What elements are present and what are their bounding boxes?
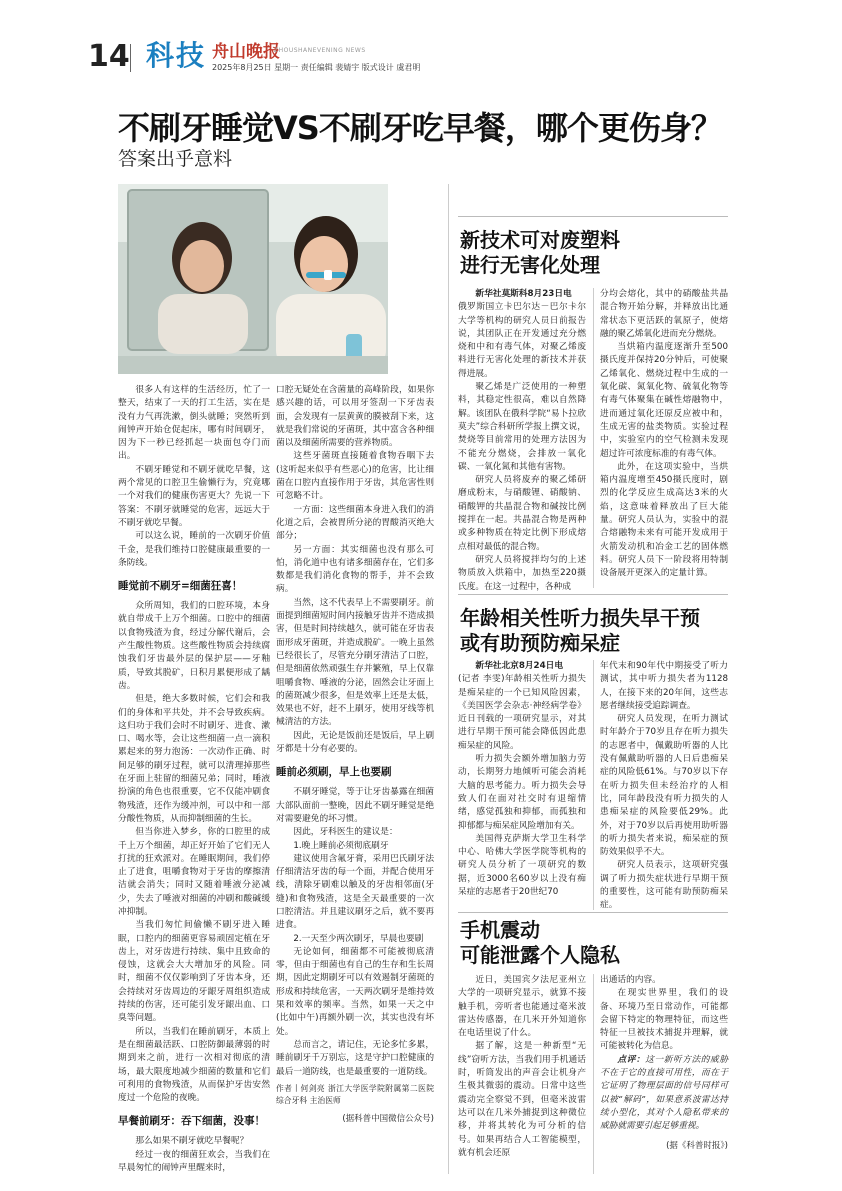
plastic-column-1 (458, 288, 586, 594)
source-note: (据《科普时报》) (666, 1140, 728, 1151)
paragraph: 因此，无论是饭前还是饭后，早上刷牙都是十分有必要的。 (276, 730, 434, 755)
issue-meta: 2025年8月25日 星期一 责任编辑 裴婧宇 版式设计 虞君明 (212, 63, 421, 72)
source-note: (据科普中国微信公众号) (342, 1113, 434, 1124)
paragraph: 口腔无疑处在含菌量的高峰阶段，如果你感兴趣的话，可以用牙签刮一下牙齿表面，会发现有一层黄黄的膜被刮下来，这就是我们常说的牙菌斑，其中富含各种细菌以及细菌所需要的营养物质。 (276, 385, 434, 449)
paragraph: 因此，牙科医生的建议是： (293, 827, 398, 838)
lead-photo (118, 184, 388, 374)
paragraph: 众所周知，我们的口腔环境，本身就自带成千上万个细菌。口腔中的细菌以食物残渣为食，经过分解代谢后，会产生酸性物质。这些酸性物质会持续腐蚀我们牙齿最外层的保护层——牙釉质，导致其脱矿，日积月累便形成了龋齿。 (118, 601, 270, 691)
hearing-title-line1: 年龄相关性听力损失早干预 (460, 606, 700, 630)
column-rule (593, 288, 594, 588)
paragraph: 年代末和90年代中期接受了听力测试，其中听力损失者为1128人，在接下来的20年间，这些志愿者继续接受追踪调查。 (600, 661, 728, 711)
phone-title-line1: 手机震动 (460, 918, 540, 942)
phone-column-1 (458, 974, 586, 1160)
paragraph: 一方面：这些细菌本身进入我们的消化道之后，会被胃所分泌的胃酸消灭绝大部分； (276, 504, 434, 542)
page-number: 14 (88, 39, 130, 74)
paragraph: 当烘箱内温度逐渐升至500摄氏度并保持20分钟后，可使聚乙烯氧化、燃烧过程中生成的一氧化碳、氮氧化物、硫氧化物等有毒气体聚集在碱性熔融物中，进而通过氧化还原反应被中和，生成无害的盐类物质。实验过程中，实验室内的空气检测未发现超过许可浓度标准的有毒气体。 (600, 342, 728, 459)
comment-label: 点评： (617, 1054, 646, 1065)
paragraph: 经过一夜的细菌狂欢会，当我们在早晨匆忙的闹钟声里醒来时， (118, 1149, 270, 1174)
section-rule (458, 912, 728, 913)
newspaper-logo: 舟山晚报 (212, 42, 280, 62)
paragraph: 此外，在这项实验中，当烘箱内温度增至450摄氏度时，剧烈的化学反应生成高达3米的火焰，这意味着释放出了巨大能量。研究人员认为，实验中的混合熔融物未来有可能开发成用于火箭发动机和冶金工艺的固体燃料。研究人员下一阶段将用特制设备展开更深入的定量计算。 (600, 461, 728, 579)
paragraph: 2.一天至少两次刷牙，早晨也要刷 (293, 933, 424, 944)
subheading-breakfast: 早餐前刷牙：吞下细菌，没事！ (118, 1115, 265, 1128)
plastic-column-2 (600, 288, 728, 581)
paragraph: 建议使用含氟牙膏，采用巴氏刷牙法仔细清洁牙齿的每一个面，并配合使用牙线，清除牙刷难以触及的牙齿相邻面(牙缝)和食物残渣，这是全天最重要的一次口腔清洁。并且建议刷牙之后，就不要再进食。 (276, 853, 434, 931)
lead-column-1 (118, 384, 270, 1175)
paragraph: 但当你进入梦乡，你的口腔里的成千上万个细菌，却正好开始了它们无人打扰的狂欢派对。在睡眠期间，我们停止了进食，咀嚼食物对于牙齿的摩擦清洁就会消失；同时又随着唾液分泌减少，失去了唾液对细菌的冲刷和酸碱缓冲抑制。 (118, 827, 270, 917)
paragraph: 研究人员将搅拌均匀的上述物质放入烘箱中，加热至220摄氏度。在这一过程中，各种成 (458, 554, 586, 592)
section-rule (458, 594, 728, 595)
toothbrushing-illustration (118, 184, 388, 374)
paragraph: 研究人员发现，在听力测试时年龄介于70岁且存在听力损失的志愿者中，佩戴助听器的人比没有佩戴助听器的人日后患痴呆症的风险低61%。与70岁以下存在听力损失但未经治疗的人相比，同年龄段没有听力损失的人患痴呆症的风险要低29%。此外，对于70岁以后再使用助听器的听力损失者来说，痴呆症的预防效果似乎不大。 (600, 714, 728, 858)
phone-title (460, 918, 620, 968)
section-title: 科技 (146, 39, 207, 72)
author-byline: 作者丨何剑亮 浙江大学医学院附属第二医院 综合牙科 主治医师 (276, 1083, 434, 1105)
paragraph: 当然，这不代表早上不需要刷牙。前面提到细菌短时间内接触牙齿并不造成损害，但是时间持续越久，就可能在牙齿表面形成牙菌斑，并造成脱矿。一晚上虽然已经很长了，尽管充分刷牙清洁了口腔，但是细菌依然顽强生存并繁殖，早上仅靠咀嚼食物、唾液的分泌，固然会让牙面上的菌斑减少很多，但是效率上还是太低，效果也不好，赶不上刷牙，使用牙线等机械清洁的方法。 (276, 597, 434, 728)
hearing-column-2 (600, 660, 728, 913)
lead-subheadline: 答案出乎意料 (118, 148, 233, 170)
paragraph: 当我们匆忙间偷懒不刷牙进入睡眠，口腔内的细菌更容易顽固定植在牙齿上，对牙齿进行持续、集中且致命的侵蚀，这就会大大增加牙的风险。同时，细菌不仅仅影响到了牙齿本身，还会持续对牙齿周边的牙龈牙周组织造成持续的伤害，还可能引发牙龈出血、口臭等问题。 (118, 920, 270, 1024)
paragraph: 分均会熔化，其中的硝酸盐共晶混合物开始分解，并释放出比通常状态下更活跃的氧原子，使熔融的聚乙烯氧化进而充分燃烧。 (600, 289, 728, 339)
masthead-divider (130, 44, 131, 72)
dateline: 新华社莫斯科8月23日电 (475, 289, 572, 299)
paragraph: 但是，绝大多数时候，它们会和我们的身体和平共处，并不会导致疾病。这归功于我们会时不时刷牙、进食、漱口、喝水等，会让这些细菌一点一滴积累起来的努力泡汤：一次动作正确、时间足够的刷牙过程，就可以清理掉那些在牙面上驻留的细菌兄弟；同时，唾液扮演的角色也很重要，它不仅能冲刷食物残渣，还作为缓冲剂，可以中和一部分酸性物质，从而抑制细菌的生长。 (118, 694, 270, 824)
paragraph: 无论如何，细菌都不可能被彻底清零，但由于细菌也有自己的生存和生长周期，因此定期刷牙可以有效遏制牙菌斑的形成和持续危害，一天两次刷牙是维持效果和效率的频率。当然，如果一天之中(比如中午)再额外刷一次，其实也没有坏处。 (276, 946, 434, 1037)
plastic-title (460, 228, 620, 278)
hearing-title (460, 606, 700, 656)
paragraph: 据了解，这是一种新型“无线”窃听方法，当我们用手机通话时，听筒发出的声音会让机身产生极其微弱的震动。日常中这些震动完全察觉不到，但毫米波雷达可以在几米外捕捉到这种微位移，并将其转化为可分析的信号。如果再结合人工智能模型，就有机会还原 (458, 1041, 586, 1158)
lead-column-2 (276, 384, 434, 1126)
paragraph: 在现实世界里，我们的设备、环境乃至日常动作，可能都会留下特定的物理特征，而这些特征一旦被技术捕捉并理解，就可能被转化为信息。 (600, 988, 728, 1052)
section-rule (458, 216, 728, 217)
paragraph: 聚乙烯是广泛使用的一种塑料，其稳定性很高，难以自然降解。该团队在俄科学院“易卜拉欣莫夫”综合科研所学报上撰文说，焚烧等目前常用的处理方法因为不能充分燃烧，会排放一氧化碳、一氧化氮和其他有害物。 (458, 382, 586, 472)
hearing-title-line2: 或有助预防痴呆症 (460, 631, 620, 655)
column-rule (448, 184, 449, 1174)
paragraph: 俄罗斯国立卡巴尔达－巴尔卡尔大学等机构的研究人员日前报告说，其团队正在开发通过充分燃烧和中和有毒气体，对聚乙烯废料进行无害化处理的新技术并获得进展。 (458, 302, 586, 379)
paragraph: 可以这么说，睡前的一次刷牙价值千金，是我们维持口腔健康最重要的一条防线。 (118, 531, 270, 568)
paragraph: 研究人员将废弃的聚乙烯研磨成粉末，与硝酸锂、硝酸钠、硝酸钾的共晶混合物和碱按比例搅拌在一起。共晶混合物是两种或多种物质在特定比例下形成熔点相对最低的混合物。 (458, 475, 586, 552)
dateline: 新华社北京8月24日电 (475, 661, 564, 671)
paragraph: 听力损失会额外增加脑力劳动，长期努力地倾听可能会消耗大脑的思考能力。听力损失会导致人们在面对社交时有退缩情绪，感觉孤独和抑郁，而孤独和抑郁都与痴呆症风险增加有关。 (458, 754, 586, 831)
comment-text: 这一新听方法的威胁不在于它的直接可用性，而在于它证明了物理层面的信号同样可以被“解码”，如果意系波雷达持续小型化，其对个人隐私带来的威胁就需要引起足够重视。 (600, 1054, 728, 1132)
column-rule (593, 974, 594, 1174)
lead-headline: 不刷牙睡觉VS不刷牙吃早餐，哪个更伤身？ (118, 109, 722, 147)
newspaper-logo-en: ZHOUSHANEVENING NEWS (274, 47, 366, 54)
paragraph: 1.晚上睡前必须彻底刷牙 (293, 840, 389, 851)
paragraph: (记者 李雯)年龄相关性听力损失是痴呆症的一个已知风险因素，《美国医学会杂志·神经病学卷》近日刊载的一项研究显示，对其进行早期干预可能会降低因此患痴呆症的风险。 (458, 674, 586, 751)
paragraph: 不刷牙睡觉，等于让牙齿暴露在细菌大部队面前一整晚，因此不刷牙睡觉是绝对需要避免的坏习惯。 (276, 787, 434, 824)
subheading-bedtime: 睡前必须刷，早上也要刷 (276, 766, 392, 779)
plastic-title-line2: 进行无害化处理 (460, 253, 600, 277)
paragraph: 近日，美国宾夕法尼亚州立大学的一项研究显示，就算不接触手机，旁听者也能通过毫米波雷达传感器，在几米开外知道你在电话里说了什么。 (458, 975, 586, 1039)
paragraph: 所以，当我们在睡前刷牙，本质上是在细菌最活跃、口腔防御最薄弱的时期到来之前，进行一次相对彻底的清场，最大限度地减少细菌的数量和它们可利用的食物残渣，从而保护牙齿安然度过一个危险的夜晚。 (118, 1026, 270, 1104)
phone-column-2 (600, 974, 728, 1153)
column-rule (593, 660, 594, 910)
phone-title-line2: 可能泄露个人隐私 (460, 943, 620, 967)
paragraph: 这些牙菌斑直接随着食物吞咽下去(这听起来似乎有些恶心)的危害，比让细菌在口腔内直接作用于牙齿，其危害性则可忽略不计。 (276, 451, 434, 502)
subheading-sleep: 睡觉前不刷牙=细菌狂喜！ (118, 580, 243, 593)
comment-paragraph (600, 1054, 728, 1134)
paragraph: 不刷牙睡觉和不刷牙就吃早餐，这两个常见的口腔卫生偷懒行为，究竟哪一个对我们的健康伤害更大？先说一下答案：不刷牙就睡觉的危害，远远大于不刷牙就吃早餐。 (118, 464, 270, 528)
paragraph: 另一方面：其实细菌也没有那么可怕，消化道中也有诸多细菌存在，它们多数都是我们消化食物的帮手，并不会致病。 (276, 544, 434, 595)
paragraph: 研究人员表示，这项研究强调了听力损失症状进行早期干预的重要性，这可能有助预防痴呆症。 (600, 860, 728, 911)
paragraph: 很多人有这样的生活经历，忙了一整天，结束了一天的打工生活，实在是没有力气再洗漱，倒头就睡；突然听到闹钟声开始仓促起床，哪有时间刷牙，因为下一秒已经抓起一块面包夺门而出。 (118, 385, 270, 462)
plastic-title-line1: 新技术可对废塑料 (460, 228, 620, 252)
paragraph: 出通话的内容。 (600, 975, 661, 985)
hearing-column-1 (458, 660, 586, 899)
paragraph: 那么如果不刷牙就吃早餐呢？ (135, 1136, 249, 1147)
paragraph: 总而言之，请记住，无论多忙多累，睡前刷牙千万别忘，这是守护口腔健康的最后一道防线，也是最重要的一道防线。 (276, 1039, 434, 1077)
paragraph: 美国得克萨斯大学卫生科学中心、哈佛大学医学院等机构的研究人员分析了一项研究的数据，近3000名60岁以上没有痴呆症的志愿者于20世纪70 (458, 833, 586, 898)
